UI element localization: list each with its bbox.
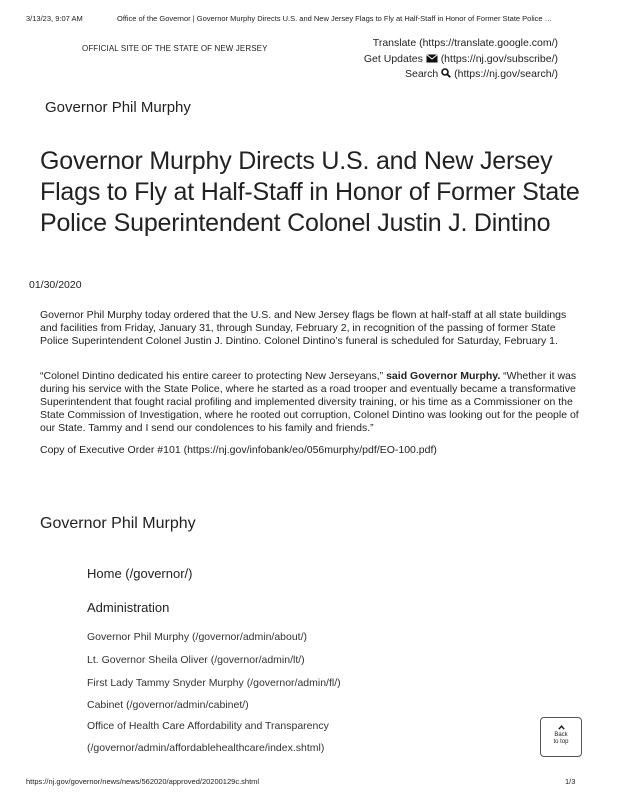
back-to-top-label-1: Back <box>554 732 568 738</box>
nav-link-first-lady[interactable]: First Lady Tammy Snyder Murphy (/governor/admin/fl/) <box>87 677 341 689</box>
print-footer-url: https://nj.gov/governor/news/news/562020/approved/20200129c.shtml <box>26 777 260 786</box>
article-headline: Governor Murphy Directs U.S. and New Jersey Flags to Fly at Half-Staff in Honor of Former State Police Superintendent Colonel Justin J. Dintino <box>40 147 580 237</box>
official-site-label: OFFICIAL SITE OF THE STATE OF NEW JERSEY <box>82 44 268 53</box>
envelope-icon <box>426 53 438 65</box>
print-page-number: 1/3 <box>565 777 576 786</box>
search-link[interactable] <box>405 68 558 80</box>
get-updates-link[interactable] <box>364 53 558 65</box>
search-icon <box>441 68 451 80</box>
back-to-top-button[interactable] <box>540 717 582 757</box>
nav-link-cabinet[interactable]: Cabinet (/governor/admin/cabinet/) <box>87 699 249 711</box>
site-title[interactable]: Governor Phil Murphy <box>45 99 191 116</box>
get-updates-url: (https://nj.gov/subscribe/) <box>440 53 558 65</box>
article-paragraph-1: Governor Phil Murphy today ordered that the U.S. and New Jersey flags be flown at half-staff at all state buildings and facilities from Friday, January 31, through Sunday, February 2, in recognition of the passing of former State Police Superintendent Colonel Justin J. Dintino. Colonel Dintino’s funeral is scheduled for Saturday, February 1. <box>40 309 567 347</box>
get-updates-label: Get Updates <box>363 53 423 65</box>
article-paragraph-2 <box>40 370 580 435</box>
executive-order-link[interactable]: Copy of Executive Order #101 (https://nj.gov/infobank/eo/056murphy/pdf/EO-100.pdf) <box>40 444 437 456</box>
translate-link[interactable]: Translate (https://translate.google.com/) <box>372 37 558 49</box>
print-date: 3/13/23, 9:07 AM <box>26 14 83 23</box>
search-url: (https://nj.gov/search/) <box>454 68 558 80</box>
nav-link-governor[interactable]: Governor Phil Murphy (/governor/admin/about/) <box>87 631 308 643</box>
quote-start: “Colonel Dintino dedicated his entire career to protecting New Jerseyans,” <box>40 370 387 382</box>
quote-end: “Whether it was during his service with the State Police, where he started as a road trooper and eventually became a transformative Superintendent that fought racial profiling and implemented diversity training, or his time as a Commissioner on the State Commission of Investigation, where he rooted out corruption, Colonel Dintino was looking out for the people of our State. Tammy and I send our condolences to his family and friends.” <box>40 370 579 434</box>
quote-attribution: said Governor Murphy. <box>386 370 501 382</box>
nav-home-link[interactable]: Home (/governor/) <box>87 566 193 581</box>
back-to-top-label-2: to top <box>553 739 569 745</box>
nav-link-health-care-url[interactable]: (/governor/admin/affordablehealthcare/index.shtml) <box>87 742 325 754</box>
nav-link-health-care-office[interactable]: Office of Health Care Affordability and Transparency <box>87 720 329 732</box>
nav-link-lt-governor[interactable]: Lt. Governor Sheila Oliver (/governor/admin/lt/) <box>87 654 305 666</box>
article-date: 01/30/2020 <box>29 279 82 291</box>
footer-title: Governor Phil Murphy <box>40 515 196 532</box>
search-label: Search <box>404 68 439 80</box>
print-page-title: Office of the Governor | Governor Murphy Directs U.S. and New Jersey Flags to Fly at Half-Staff in Honor of Former State Police … <box>117 14 553 23</box>
chevron-up-icon <box>541 725 581 730</box>
nav-administration-heading: Administration <box>87 600 170 615</box>
